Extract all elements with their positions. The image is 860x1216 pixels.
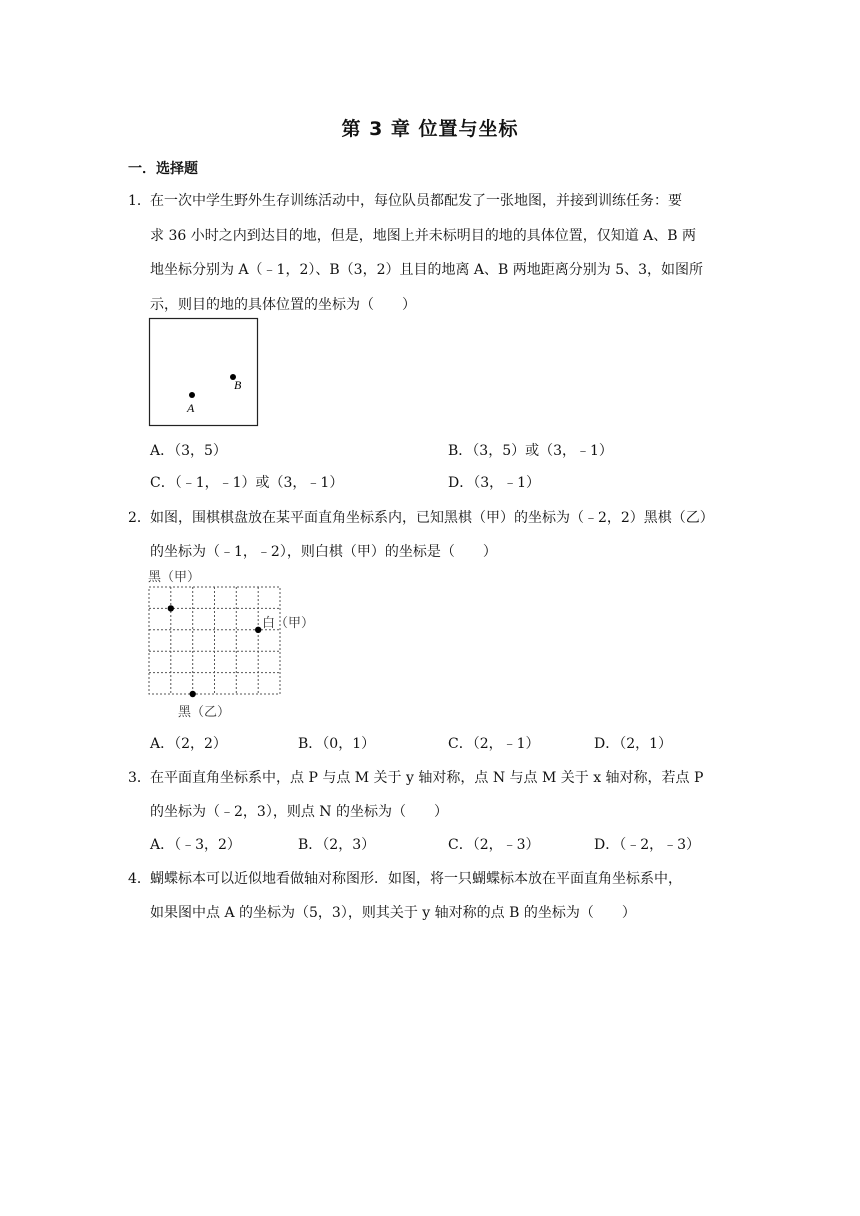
question-2-text-line: 的坐标为（﹣1，﹣2），则白棋（甲）的坐标是（ ）	[150, 544, 497, 560]
page-title: 第 3 章 位置与坐标	[341, 118, 519, 140]
question-2-option-b[interactable]: B．（0，1）	[298, 736, 376, 752]
question-3-option-c[interactable]: C．（2，﹣3）	[448, 837, 540, 853]
question-1-text-line: 示，则目的地的具体位置的坐标为（ ）	[150, 297, 416, 313]
point-a-label: A	[187, 401, 195, 415]
go-board-grid	[149, 587, 280, 694]
question-1-option-b[interactable]: B．（3，5）或（3，﹣1）	[448, 443, 613, 459]
question-1-option-d[interactable]: D．（3，﹣1）	[448, 475, 541, 491]
white-stone-a-label: 白（甲）	[262, 616, 315, 631]
black-stone-b	[190, 691, 196, 697]
question-4-text-line: 如果图中点 A 的坐标为（5，3），则其关于 y 轴对称的点 B 的坐标为（ ）	[150, 905, 636, 921]
map-border	[150, 319, 258, 426]
section-heading: 一．选择题	[128, 161, 198, 177]
question-1-number: 1．	[128, 193, 151, 209]
question-4-number: 4．	[128, 871, 151, 887]
black-stone-b-label: 黑（乙）	[178, 705, 231, 720]
point-b-label: B	[234, 378, 242, 392]
question-3-text-line: 在平面直角坐标系中，点 P 与点 M 关于 y 轴对称，点 N 与点 M 关于 x 轴对称，若点 P	[150, 770, 704, 786]
question-2-number: 2．	[128, 510, 151, 526]
question-4-text-line: 蝴蝶标本可以近似地看做轴对称图形．如图，将一只蝴蝶标本放在平面直角坐标系中，	[150, 871, 682, 887]
question-2-option-c[interactable]: C．（2，﹣1）	[448, 736, 540, 752]
question-1-map-figure	[148, 317, 260, 428]
question-1-option-c[interactable]: C．（﹣1，﹣1）或（3，﹣1）	[150, 475, 344, 491]
question-1-text-line: 地坐标分别为 A（﹣1，2）、B（3，2）且目的地离 A、B 两地距离分别为 5、3，如图所	[150, 262, 704, 278]
question-3-text-line: 的坐标为（﹣2，3），则点 N 的坐标为（ ）	[150, 804, 448, 820]
question-3-option-a[interactable]: A．（﹣3，2）	[150, 837, 241, 853]
question-3-number: 3．	[128, 770, 151, 786]
question-1-option-a[interactable]: A．（3，5）	[150, 443, 227, 459]
black-stone-a	[168, 605, 174, 611]
white-stone-a-marker	[255, 627, 261, 633]
question-1-text-line: 在一次中学生野外生存训练活动中，每位队员都配发了一张地图，并接到训练任务：要	[150, 193, 682, 209]
question-1-text-line: 求 36 小时之内到达目的地，但是，地图上并未标明目的地的具体位置，仅知道 A、B 两	[150, 228, 697, 244]
question-2-text-line: 如图，围棋棋盘放在某平面直角坐标系内，已知黑棋（甲）的坐标为（﹣2，2）黑棋（乙）	[150, 510, 714, 526]
question-2-option-d[interactable]: D．（2，1）	[594, 736, 673, 752]
black-stone-a-label: 黑（甲）	[148, 570, 201, 585]
question-3-option-d[interactable]: D．（﹣2，﹣3）	[594, 837, 701, 853]
question-2-option-a[interactable]: A．（2，2）	[150, 736, 227, 752]
point-a-dot	[189, 392, 195, 398]
question-3-option-b[interactable]: B．（2，3）	[298, 837, 376, 853]
question-2-go-board-figure	[145, 565, 335, 725]
